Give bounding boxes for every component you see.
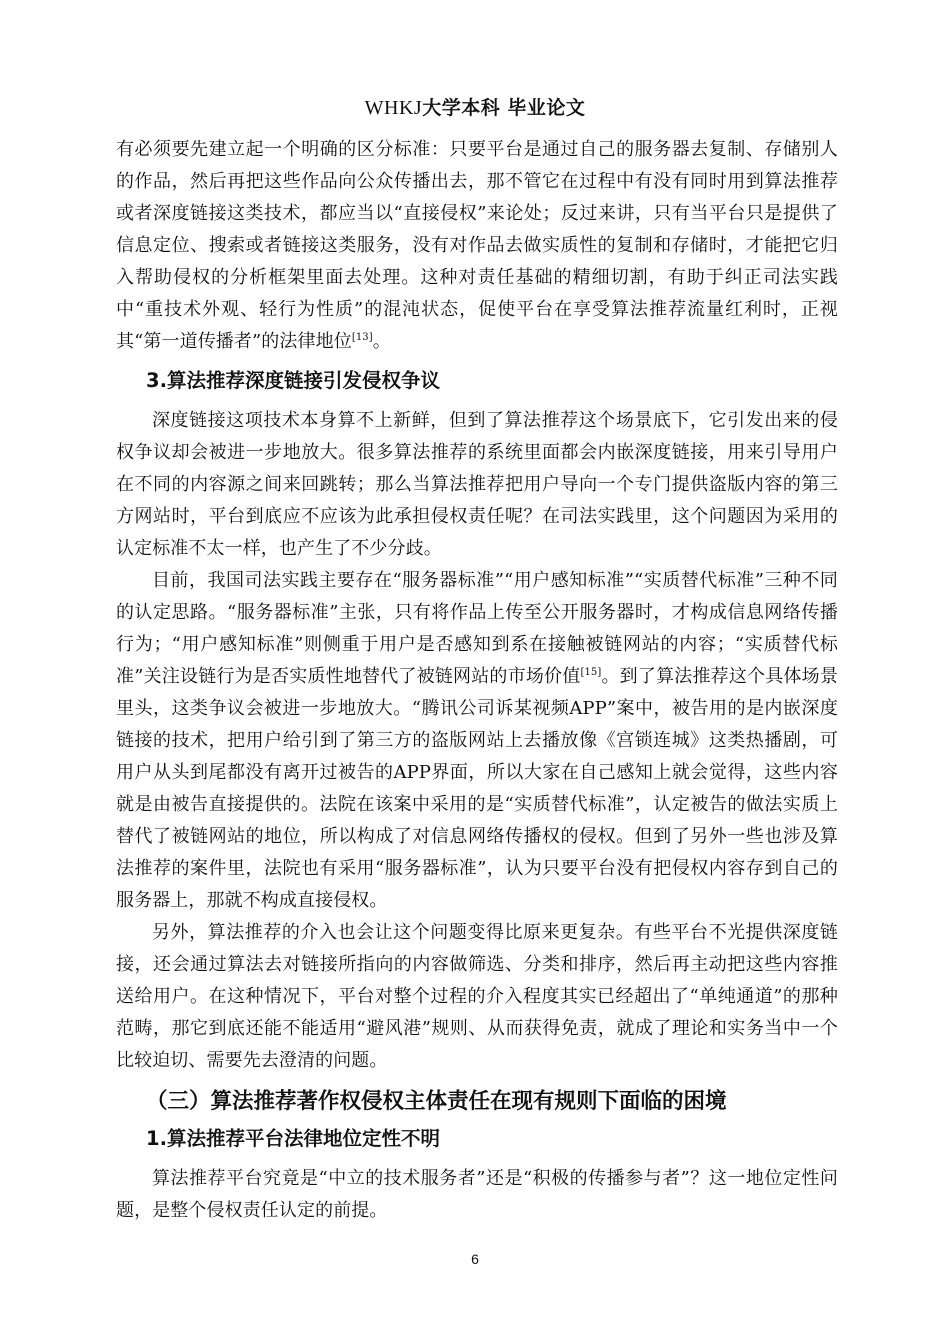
paragraph-tail: 。 — [372, 331, 391, 352]
page-number: 6 — [471, 1251, 479, 1267]
section-heading-legal-status: 1.算法推荐平台法律地位定性不明 — [146, 1127, 440, 1150]
paragraph-text-continued: 。到了算法推荐这个具体场景里头，这类争议会被进一步地放大。“腾讯公司诉某视频APP”案中，被告用的是内嵌深度链接的技术，把用户给引到了第三方的盗版网站上去播放像《宫锁连城》这类热播剧，可用户从头到尾都没有离开过被告的APP界面，所以大家在自己感知上就会觉得，这些内容就是由被告直接提供的。法院在该案中采用的是“实质替代标准”，认定被告的做法实质上替代了被链网站的地位，所以构成了对信息网络传播权的侵权。但到了另外一些也涉及算法推荐的案件里，法院也有采用“服务器标准”，认为只要平台没有把侵权内容存到自己的服务器上，那就不构成直接侵权。 — [116, 666, 838, 911]
chapter-heading-dilemma: （三）算法推荐著作权侵权主体责任在现有规则下面临的困境 — [146, 1089, 727, 1114]
section-heading-deep-link-dispute: 3.算法推荐深度链接引发侵权争议 — [146, 369, 440, 392]
paragraph-text: 算法推荐平台究竟是“中立的技术服务者”还是“积极的传播参与者”？这一地位定性问题，是整个侵权责任认定的前提。 — [116, 1168, 838, 1221]
paragraph-text: 有必须要先建立起一个明确的区分标准：只要平台是通过自己的服务器去复制、存储别人的作品，然后再把这些作品向公众传播出去，那不管它在过程中有没有同时用到算法推荐或者深度链接这类技术，都应当以“直接侵权”来论处；反过来讲，只有当平台只是提供了信息定位、搜索或者链接这类服务，没有对作品去做实质性的复制和存储时，才能把它归入帮助侵权的分析框架里面去处理。这种对责任基础的精细切割，有助于纠正司法实践中“重技术外观、轻行为性质”的混沌状态，促使平台在享受算法推荐流量红利时，正视其“第一道传播者”的法律地位 — [116, 139, 838, 352]
paragraph-text: 深度链接这项技术本身算不上新鲜，但到了算法推荐这个场景底下，它引发出来的侵权争议却会被进一步地放大。很多算法推荐的系统里面都会内嵌深度链接，用来引导用户在不同的内容源之间来回跳转；那么当算法推荐把用户导向一个专门提供盗版内容的第三方网站时，平台到底应不应该为此承担侵权责任呢？在司法实践里，这个问题因为采用的认定标准不太一样，也产生了不少分歧。 — [116, 410, 838, 559]
paragraph-continued — [116, 134, 838, 358]
citation-ref: [13] — [351, 332, 373, 343]
header-institution-code: WHKJ — [364, 97, 423, 119]
paragraph — [116, 565, 838, 917]
page-header — [0, 93, 950, 122]
citation-ref: [15] — [580, 667, 602, 678]
header-title: 大学本科 毕业论文 — [422, 97, 586, 119]
paragraph — [116, 405, 838, 565]
paragraph-text: 另外，算法推荐的介入也会让这个问题变得比原来更复杂。有些平台不光提供深度链接，还会通过算法去对链接所指向的内容做筛选、分类和排序，然后再主动把这些内容推送给用户。在这种情况下，平台对整个过程的介入程度其实已经超出了“单纯通道”的那种范畴，那它到底还能不能适用“避风港”规则、从而获得免责，就成了理论和实务当中一个比较迫切、需要先去澄清的问题。 — [116, 922, 838, 1071]
paragraph-text: 目前，我国司法实践主要存在“服务器标准”“用户感知标准”“实质替代标准”三种不同的认定思路。“服务器标准”主张，只有将作品上传至公开服务器时，才构成信息网络传播行为；“用户感知标准”则侧重于用户是否感知到系在接触被链网站的内容；“实质替代标准”关注设链行为是否实质性地替代了被链网站的市场价值 — [116, 570, 838, 687]
paragraph — [116, 1163, 838, 1227]
document-body — [116, 134, 838, 1227]
paragraph — [116, 917, 838, 1077]
